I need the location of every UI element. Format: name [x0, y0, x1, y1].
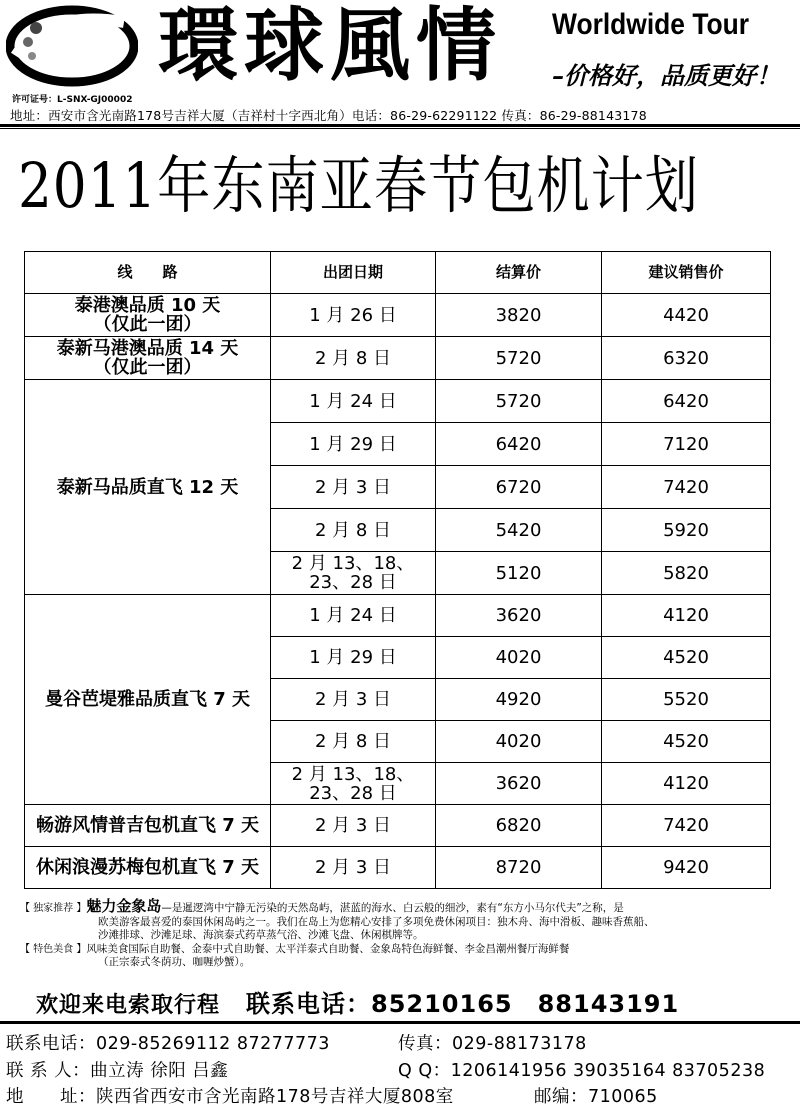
footer-divider	[0, 1021, 800, 1024]
settlement-price: 4020	[436, 637, 602, 679]
license-number: 许可证号：L-SNX-GJ00002	[12, 95, 133, 105]
header-suggested-price: 建议销售价	[602, 252, 771, 294]
recommendation-tag: 【 独家推荐 】	[20, 903, 87, 914]
callout-text: 欢迎来电索取行程	[36, 993, 221, 1018]
route-name: 泰新马品质直飞 12 天	[25, 380, 271, 595]
charter-plan-table	[24, 251, 771, 889]
suggested-price: 4120	[602, 595, 771, 637]
contact-row-phone	[6, 1030, 587, 1055]
suggested-price: 5520	[602, 679, 771, 721]
brand-name-cn: 環球風情	[158, 0, 502, 92]
departure-date: 2 月 3 日	[271, 805, 436, 847]
route-name: 泰港澳品质 10 天 （仅此一团）	[25, 294, 271, 337]
departure-date: 2 月 8 日	[271, 509, 436, 552]
header-settlement-price: 结算价	[436, 252, 602, 294]
slogan: –价格好，品质更好！	[552, 61, 780, 90]
table-row	[25, 337, 771, 380]
departure-date: 2 月 3 日	[271, 679, 436, 721]
settlement-price: 6420	[436, 423, 602, 466]
settlement-price: 3820	[436, 294, 602, 337]
island-description-2: 欧美游客最喜爱的泰国休闲岛屿之一。我们在岛上为您精心安排了多项免费休闲项目：独木舟、海中滑板、趣味香蕉船、	[98, 915, 655, 928]
table-row	[25, 595, 771, 637]
route-name: 休闲浪漫苏梅包机直飞 7 天	[25, 847, 271, 889]
settlement-price: 4020	[436, 721, 602, 763]
contact-row-person	[6, 1057, 766, 1082]
departure-date: 2 月 8 日	[271, 337, 436, 380]
header-date: 出团日期	[271, 252, 436, 294]
recommendation-note	[20, 897, 790, 916]
island-description-1: —是暹逻湾中宁静无污染的天然岛屿，湛蓝的海水、白云般的细沙，素有“东方小马尔代夫”之称，是	[161, 902, 624, 914]
suggested-price: 4420	[602, 294, 771, 337]
itinerary-callout	[36, 984, 679, 1019]
suggested-price: 6420	[602, 380, 771, 423]
header-divider-thin	[0, 128, 800, 129]
route-name: 曼谷芭堤雅品质直飞 7 天	[25, 595, 271, 805]
suggested-price: 7120	[602, 423, 771, 466]
suggested-price: 9420	[602, 847, 771, 889]
table-row	[25, 294, 771, 337]
settlement-price: 4920	[436, 679, 602, 721]
page-title: 2011年东南亚春节包机计划	[18, 149, 699, 222]
notes-section	[20, 897, 790, 970]
settlement-price: 5720	[436, 380, 602, 423]
settlement-price: 3620	[436, 763, 602, 805]
suggested-price: 4120	[602, 763, 771, 805]
settlement-price: 5720	[436, 337, 602, 380]
food-tag: 【 特色美食 】	[20, 943, 87, 955]
contact-row-address	[6, 1083, 658, 1108]
suggested-price: 6320	[602, 337, 771, 380]
agency-address-line: 地址：西安市含光南路178号吉祥大厦（吉祥村十字西北角）电话：86-29-62291122 传真：86-29-88143178	[10, 108, 647, 123]
departure-date: 2 月 8 日	[271, 721, 436, 763]
departure-date: 1 月 24 日	[271, 380, 436, 423]
contact-person: 联 系 人：曲立涛 徐阳 吕鑫	[6, 1061, 229, 1081]
food-note	[20, 943, 790, 957]
suggested-price: 7420	[602, 805, 771, 847]
callout-phone: 联系电话：85210165 88143191	[246, 990, 680, 1018]
departure-date: 1 月 26 日	[271, 294, 436, 337]
suggested-price: 5920	[602, 509, 771, 552]
departure-date: 2 月 3 日	[271, 847, 436, 889]
contact-fax: 传真：029-88173178	[398, 1034, 587, 1054]
departure-date: 2 月 13、18、 23、28 日	[271, 763, 436, 805]
departure-date: 2 月 3 日	[271, 466, 436, 509]
featured-island: 魅力金象岛	[86, 897, 162, 915]
settlement-price: 8720	[436, 847, 602, 889]
settlement-price: 3620	[436, 595, 602, 637]
departure-date: 1 月 24 日	[271, 595, 436, 637]
suggested-price: 4520	[602, 721, 771, 763]
contact-phone: 联系电话：029-85269112 87277773	[6, 1034, 330, 1054]
header	[0, 0, 800, 126]
table-row	[25, 380, 771, 423]
contact-qq: Q Q：1206141956 39035164 83705238	[398, 1061, 766, 1081]
suggested-price: 4520	[602, 637, 771, 679]
header-divider	[0, 124, 800, 127]
table-row	[25, 805, 771, 847]
route-name: 畅游风情普吉包机直飞 7 天	[25, 805, 271, 847]
departure-date: 2 月 13、18、 23、28 日	[271, 552, 436, 595]
suggested-price: 7420	[602, 466, 771, 509]
settlement-price: 6820	[436, 805, 602, 847]
settlement-price: 5420	[436, 509, 602, 552]
suggested-price: 5820	[602, 552, 771, 595]
food-description-2: （正宗泰式冬荫功、咖喱炒蟹）。	[98, 956, 251, 968]
contact-address: 地 址：陕西省西安市含光南路178号吉祥大厦808室	[6, 1087, 454, 1107]
header-route: 线 路	[25, 252, 271, 294]
food-description-1: 风味美食国际自助餐、金泰中式自助餐、太平洋泰式自助餐、金象岛特色海鲜餐、李金昌潮州餐厅海鲜餐	[86, 942, 570, 955]
island-description-3: 沙滩排球、沙滩足球、海滨泰式药草蒸气浴、沙滩飞盘、休闲棋牌等。	[98, 929, 424, 941]
settlement-price: 5120	[436, 552, 602, 595]
table-row	[25, 847, 771, 889]
route-name: 泰新马港澳品质 14 天 （仅此一团）	[25, 337, 271, 380]
brand-name-en: Worldwide Tour	[552, 8, 750, 41]
departure-date: 1 月 29 日	[271, 637, 436, 679]
settlement-price: 6720	[436, 466, 602, 509]
departure-date: 1 月 29 日	[271, 423, 436, 466]
globe-logo-icon	[6, 4, 138, 88]
contact-postcode: 邮编：710065	[534, 1087, 658, 1107]
